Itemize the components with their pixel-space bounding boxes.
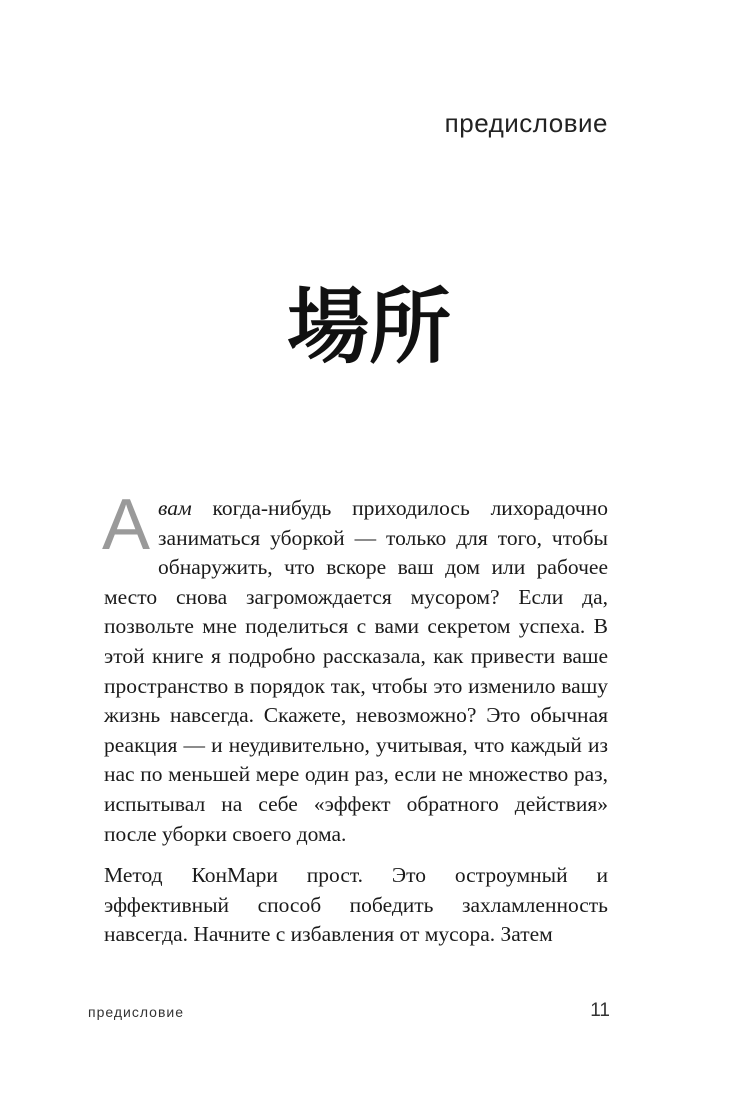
lead-word: вам	[158, 496, 192, 520]
body-paragraph-2	[104, 861, 608, 950]
paragraph-1-text: когда-нибудь приходилось лихорадочно заниматься уборкой — только для того, чтобы обнаружить, что вскоре ваш дом или рабочее место снова загромождается мусором? Если да, позвольте мне поделиться с вами секретом успеха. В этой книге я подробно рассказала, как привести ваше пространство в порядок так, чтобы это изменило вашу жизнь навсегда. Скажете, невозможно? Это обычная реакция — и неудивительно, учитывая, что каждый из нас по меньшей мере один раз, если не множество раз, испытывал на себе «эффект обратного действия» после уборки своего дома.	[104, 496, 608, 846]
page-number: 11	[590, 1000, 610, 1021]
footer-section-label: предисловие	[88, 1004, 184, 1020]
chapter-label: предисловие	[444, 108, 608, 138]
drop-cap: А	[102, 485, 151, 565]
paragraph-2-text: Метод КонМари прост. Это остроумный и эффективный способ победить захламленность навсегда. Начните с избавления от мусора. Затем	[104, 863, 608, 947]
kanji-title: 場所	[286, 280, 451, 375]
body-paragraph-1	[102, 485, 608, 849]
